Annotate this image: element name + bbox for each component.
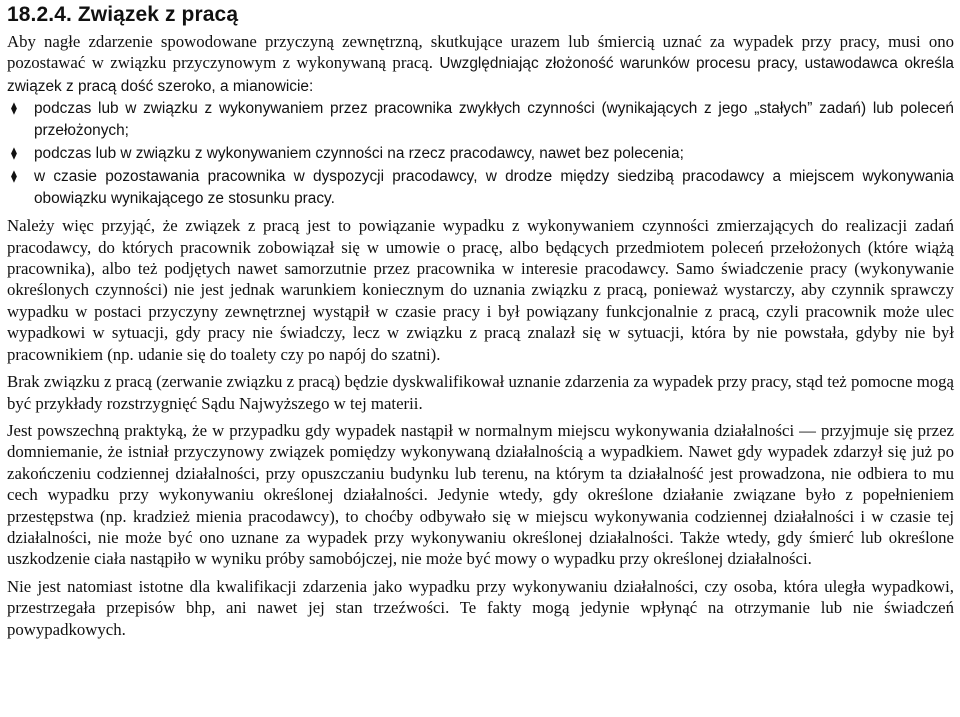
intro-text-sans: Uwzględniając złożoność warunków procesu pracy, ustawodawca określa związek z pracą dość szeroko, a mianowicie:	[7, 55, 954, 95]
intro-paragraph	[7, 31, 954, 97]
bullet-item	[7, 166, 954, 209]
bullet-text: podczas lub w związku z wykonywaniem czynności na rzecz pracodawcy, nawet bez polecenia;	[34, 145, 684, 163]
section-heading: 18.2.4. Związek z pracą	[7, 3, 239, 26]
bullet-text: podczas lub w związku z wykonywaniem przez pracownika zwykłych czynności (wynikających z jego „stałych” zadań) lub poleceń przełożonych;	[34, 100, 954, 139]
diamond-bullet-icon: ⧫	[11, 101, 17, 116]
intro-text-serif: Aby nagłe zdarzenie spowodowane przyczyną zewnętrzną, skutkujące urazem lub śmiercią uznać za wypadek przy pracy, musi ono pozostawać w związku przyczynowym z wykonywaną pracą.	[7, 32, 954, 73]
bullet-text: w czasie pozostawania pracownika w dyspozycji pracodawcy, w drodze między siedzibą pracodawcy a miejscem wykonywania obowiązku wynikającego ze stosunku pracy.	[34, 168, 954, 207]
diamond-bullet-icon: ⧫	[11, 146, 17, 161]
diamond-bullet-icon: ⧫	[11, 169, 17, 184]
body-paragraph: Nie jest natomiast istotne dla kwalifikacji zdarzenia jako wypadku przy wykonywaniu działalności, czy osoba, która uległa wypadkowi, przestrzegała przepisów bhp, ani nawet jej stan trzeźwości. Te fakty mogą jedynie wpłynąć na otrzymanie lub nie świadczeń powypadkowych.	[7, 576, 954, 639]
body-paragraph: Brak związku z pracą (zerwanie związku z pracą) będzie dyskwalifikował uznanie zdarzenia za wypadek przy pracy, stąd też pomocne mogą być przykłady rozstrzygnięć Sądu Najwyższego w tej materii.	[7, 372, 954, 413]
document-page	[7, 0, 954, 640]
body-paragraph: Jest powszechną praktyką, że w przypadku gdy wypadek nastąpił w normalnym miejscu wykonywania działalności — przyjmuje się przez domniemanie, że istniał przyczynowy związek pomiędzy wykonywaną działalnością a wypadkiem. Nawet gdy wypadek zdarzył się już po zakończeniu codziennej działalności, przy opuszczaniu budynku lub terenu, na którym ta działalność jest prowadzona, nie odbiera to mu cech wypadku przy wykonywaniu określonej działalności. Jedynie wtedy, gdy określone działanie związane było z popełnieniem przestępstwa (np. kradzież mienia pracodawcy), to choćby odbywało się w miejscu wykonywania codziennej działalności i w czasie tej działalności, nie może być ono uznane za wypadek przy wykonywaniu określonej działalności. Także wtedy, gdy śmierć lub określone uszkodzenie ciała nastąpiło w wyniku próby samobójczej, nie może być mowy o wypadku przy określonej działalności.	[7, 420, 954, 569]
body-paragraph: Należy więc przyjąć, że związek z pracą jest to powiązanie wypadku z wykonywaniem czynności zmierzających do realizacji zadań pracodawcy, do których pracownik zobowiązał się w umowie o pracę, albo będących przedmiotem poleceń przełożonych (które wiążą pracownika), albo też podjętych nawet samorzutnie przez pracownika w interesie pracodawcy. Samo świadczenie pracy (wykonywanie określonych czynności) nie jest jednak warunkiem koniecznym do uznania związku z pracą, ponieważ wystarczy, aby czynnik sprawczy wypadku w postaci przyczyny zewnętrznej wystąpił w czasie pracy i był powiązany funkcjonalnie z pracą, czyli pracownik może ulec wypadkowi w sytuacji, gdy pracy nie świadczy, lecz w związku z pracą znalazł się w sytuacji, która by nie powstała, gdyby nie był pracownikiem (np. udanie się do toalety czy po napój do szatni).	[7, 216, 954, 364]
bullet-list	[7, 98, 954, 209]
bullet-item	[7, 143, 954, 164]
bullet-item	[7, 98, 954, 141]
